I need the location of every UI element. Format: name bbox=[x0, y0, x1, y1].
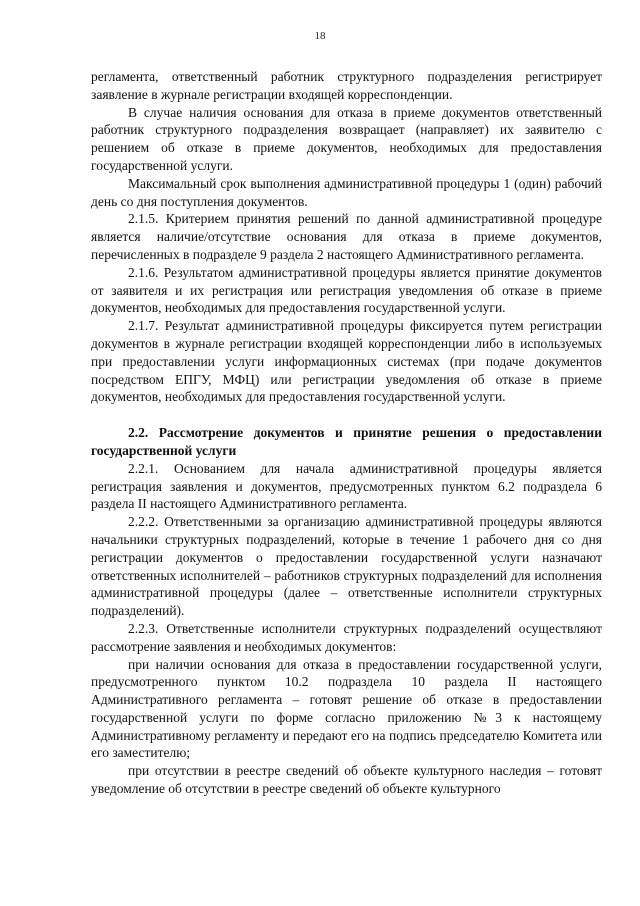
page-number: 18 bbox=[314, 30, 326, 42]
paragraph: В случае наличия основания для отказа в приеме документов ответственный работник структурного подразделения возвращает (направляет) их заявителю с решением об отказе в приеме документов, необходимых для предоставления государственной услуги. bbox=[91, 104, 602, 173]
paragraph: при наличии основания для отказа в предоставлении государственной услуги, предусмотренного пунктом 10.2 подраздела 10 раздела II настоящего Административного регламента – готовят решение об отказе в предоставлении государственной услуги по форме согласно приложению №3 к настоящему Административному регламенту и передают его на подпись председателю Комитета или его заместителю; bbox=[91, 656, 602, 761]
section-gap bbox=[91, 406, 602, 424]
paragraph: 2.1.5. Критерием принятия решений по данной административной процедуре является наличие/отсутствие основания для отказа в приеме документов, перечисленных в подразделе 9 раздела 2 настоящего Административного регламента. bbox=[91, 211, 602, 262]
paragraph: при отсутствии в реестре сведений об объекте культурного наследия – готовят уведомление об отсутствии в реестре сведений об объекте культурного bbox=[91, 763, 602, 797]
paragraph: 2.2.1. Основанием для начала административной процедуры является регистрация заявления и документов, предусмотренных пунктом 6.2 подраздела 6 раздела II настоящего Административного регламента. bbox=[91, 460, 602, 512]
document-body bbox=[91, 68, 602, 798]
paragraph: Максимальный срок выполнения административной процедуры 1 (один) рабочий день со дня поступления документов. bbox=[91, 175, 602, 209]
paragraph: 2.1.6. Результатом административной процедуры является принятие документов от заявителя и их регистрация или регистрация уведомления об отказе в приеме документов, необходимых для предоставления государственной услуги. bbox=[91, 264, 602, 316]
section-heading: 2.2. Рассмотрение документов и принятие решения о предоставлении государственной услуги bbox=[91, 425, 602, 458]
paragraph: регламента, ответственный работник структурного подразделения регистрирует заявление в журнале регистрации входящей корреспонденции. bbox=[91, 69, 602, 102]
paragraph: 2.2.2. Ответственными за организацию административной процедуры являются начальники структурных подразделений, которые в течение 1 рабочего дня со дня регистрации документов о предоставлении государственной услуги назначают ответственных исполнителей – работников структурных подразделений для исполнения административной процедуры (далее – ответственные исполнители структурных подразделений). bbox=[91, 514, 602, 619]
paragraph: 2.1.7. Результат административной процедуры фиксируется путем регистрации документов в журнале регистрации входящей корреспонденции либо в используемых при предоставлении услуги информационных системах (при подаче документов посредством ЕПГУ, МФЦ) или регистрации уведомления об отказе в приеме документов, необходимых для предоставления государственной услуги. bbox=[91, 318, 602, 405]
paragraph: 2.2.3. Ответственные исполнители структурных подразделений осуществляют рассмотрение заявления и необходимых документов: bbox=[91, 620, 602, 654]
